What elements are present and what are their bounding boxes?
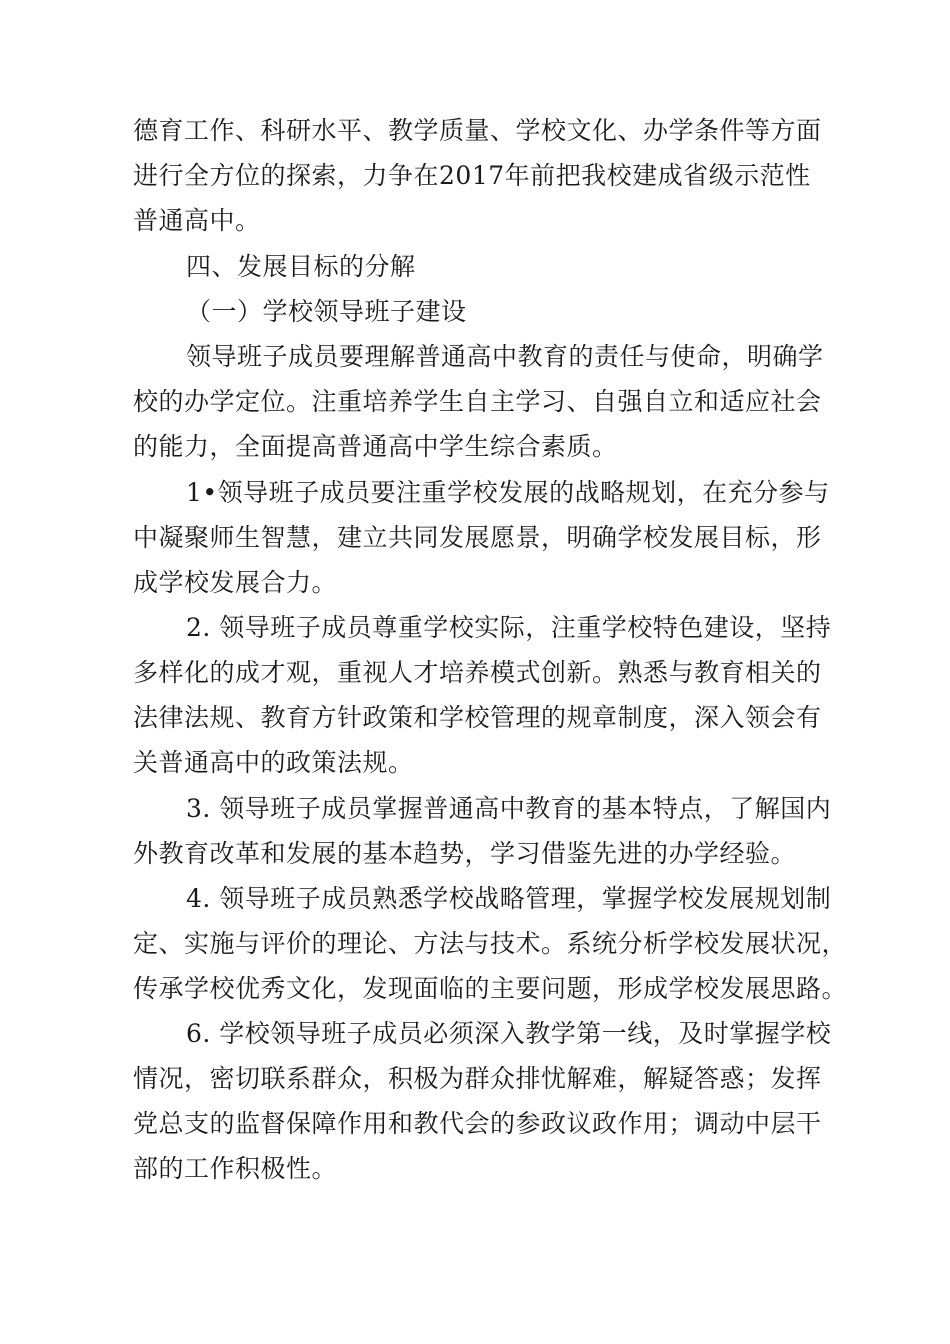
item1-line-2: 中凝聚师生智慧，建立共同发展愿景，明确学校发展目标，形 — [133, 523, 822, 552]
intro-line-2: 进行全方位的探索，力争在2017年前把我校建成省级示范性 — [133, 161, 811, 190]
item2-line-2: 多样化的成才观，重视人才培养模式创新。熟悉与教育相关的 — [133, 658, 822, 687]
para-intro-line-1: 领导班子成员要理解普通高中教育的责任与使命，明确学 — [186, 342, 824, 371]
item6-line-2: 情况，密切联系群众，积极为群众排忧解难，解疑答惑；发挥 — [133, 1064, 822, 1093]
item2-line-3: 法律法规、教育方针政策和学校管理的规章制度，深入领会有 — [133, 703, 822, 732]
item6-line-3: 党总支的监督保障作用和教代会的参政议政作用；调动中层干 — [133, 1109, 822, 1138]
item6-line-4: 部的工作积极性。 — [133, 1154, 338, 1183]
item4-line-2: 定、实施与评价的理论、方法与技术。系统分析学校发展状况， — [133, 929, 848, 958]
item6-line-1: 6. 学校领导班子成员必须深入教学第一线，及时掌握学校 — [186, 1019, 832, 1048]
intro-line-3: 普通高中。 — [133, 206, 261, 235]
para-intro-line-2: 校的办学定位。注重培养学生自主学习、自强自立和适应社会 — [133, 387, 822, 416]
para-intro-line-3: 的能力，全面提高普通高中学生综合素质。 — [133, 432, 618, 461]
item2-line-4: 关普通高中的政策法规。 — [133, 748, 414, 777]
item1-line-1: 1•领导班子成员要注重学校发展的战略规划，在充分参与 — [186, 478, 830, 507]
intro-line-1: 德育工作、科研水平、教学质量、学校文化、办学条件等方面 — [133, 116, 822, 145]
item3-line-2: 外教育改革和发展的基本趋势，学习借鉴先进的办学经验。 — [133, 839, 797, 868]
item1-line-3: 成学校发展合力。 — [133, 568, 338, 597]
item4-line-1: 4. 领导班子成员熟悉学校战略管理，掌握学校发展规划制 — [186, 884, 832, 913]
item2-line-1: 2. 领导班子成员尊重学校实际，注重学校特色建设，坚持 — [186, 613, 832, 642]
section-heading: 四、发展目标的分解 — [186, 252, 416, 281]
subsection-heading: （一）学校领导班子建设 — [186, 297, 467, 326]
item4-line-3: 传承学校优秀文化，发现面临的主要问题，形成学校发展思路。 — [133, 974, 848, 1003]
item3-line-1: 3. 领导班子成员掌握普通高中教育的基本特点，了解国内 — [186, 794, 832, 823]
